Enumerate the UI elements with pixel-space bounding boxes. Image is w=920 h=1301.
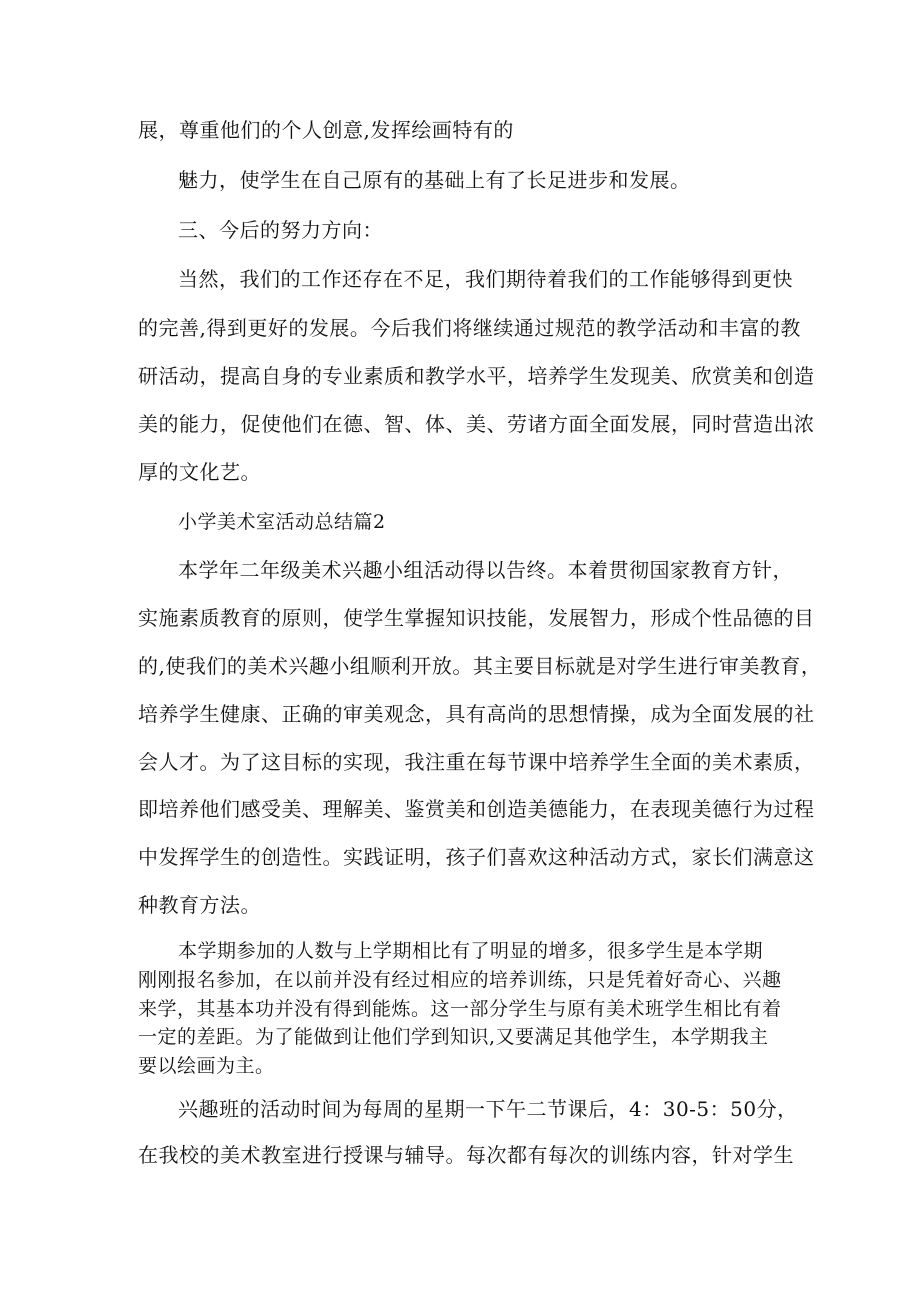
text-line: 即培养他们感受美、理解美、鉴赏美和创造美德能力，在表现美德行为过程 — [138, 797, 815, 821]
text-line: 的完善,得到更好的发展。今后我们将继续通过规范的教学活动和丰富的教 — [138, 316, 801, 340]
text-line: 一定的差距。为了能做到让他们学到知识,又要满足其他学生，本学期我主 — [138, 1026, 769, 1048]
text-line: 实施素质教育的原则，使学生掌握知识技能，发展智力，形成个性品德的目 — [138, 606, 815, 630]
text-line: 研活动，提高自身的专业素质和教学水平，培养学生发现美、欣赏美和创造 — [138, 364, 815, 388]
text-line: 美的能力，促使他们在德、智、体、美、劳诸方面全面发展，同时营造出浓 — [138, 412, 815, 436]
text-line: 种教育方法。 — [138, 893, 261, 917]
text-line: 本学年二年级美术兴趣小组活动得以告终。本着贯彻国家教育方针， — [178, 558, 793, 582]
text-line: 中发挥学生的创造性。实践证明，孩子们喜欢这种活动方式，家长们满意这 — [138, 845, 815, 869]
text-line: 来学，其基本功并没有得到能炼。这一部分学生与原有美术班学生相比有着 — [138, 998, 782, 1020]
text-line: 当然，我们的工作还存在不足，我们期待着我们的工作能够得到更快 — [178, 267, 793, 291]
text-line: 魅力，使学生在自己原有的基础上有了长足进步和发展。 — [178, 168, 691, 192]
text-line: 要以绘画为主。 — [138, 1055, 275, 1077]
text-line: 本学期参加的人数与上学期相比有了明显的增多，很多学生是本学期 — [178, 940, 764, 962]
text-line: 的,使我们的美术兴趣小组顺利开放。其主要目标就是对学生进行审美教育， — [138, 654, 822, 678]
text-line: 兴趣班的活动时间为每周的星期一下午二节课后，4：30-5：50分， — [178, 1097, 798, 1121]
text-line: 刚刚报名参加，在以前并没有经过相应的培养训练，只是凭着好奇心、兴趣 — [138, 969, 782, 991]
text-line: 展，尊重他们的个人创意,发挥绘画特有的 — [138, 118, 514, 142]
text-line: 培养学生健康、正确的审美观念，具有高尚的思想情操，成为全面发展的社 — [138, 702, 815, 726]
article-title: 小学美术室活动总结篇2 — [178, 511, 386, 533]
text-line: 在我校的美术教室进行授课与辅导。每次都有每次的训练内容，针对学生 — [138, 1143, 794, 1167]
section-heading: 三、今后的努力方向： — [178, 218, 383, 242]
text-line: 会人才。为了这目标的实现，我注重在每节课中培养学生全面的美术素质， — [138, 750, 815, 774]
text-line: 厚的文化艺。 — [138, 460, 261, 484]
